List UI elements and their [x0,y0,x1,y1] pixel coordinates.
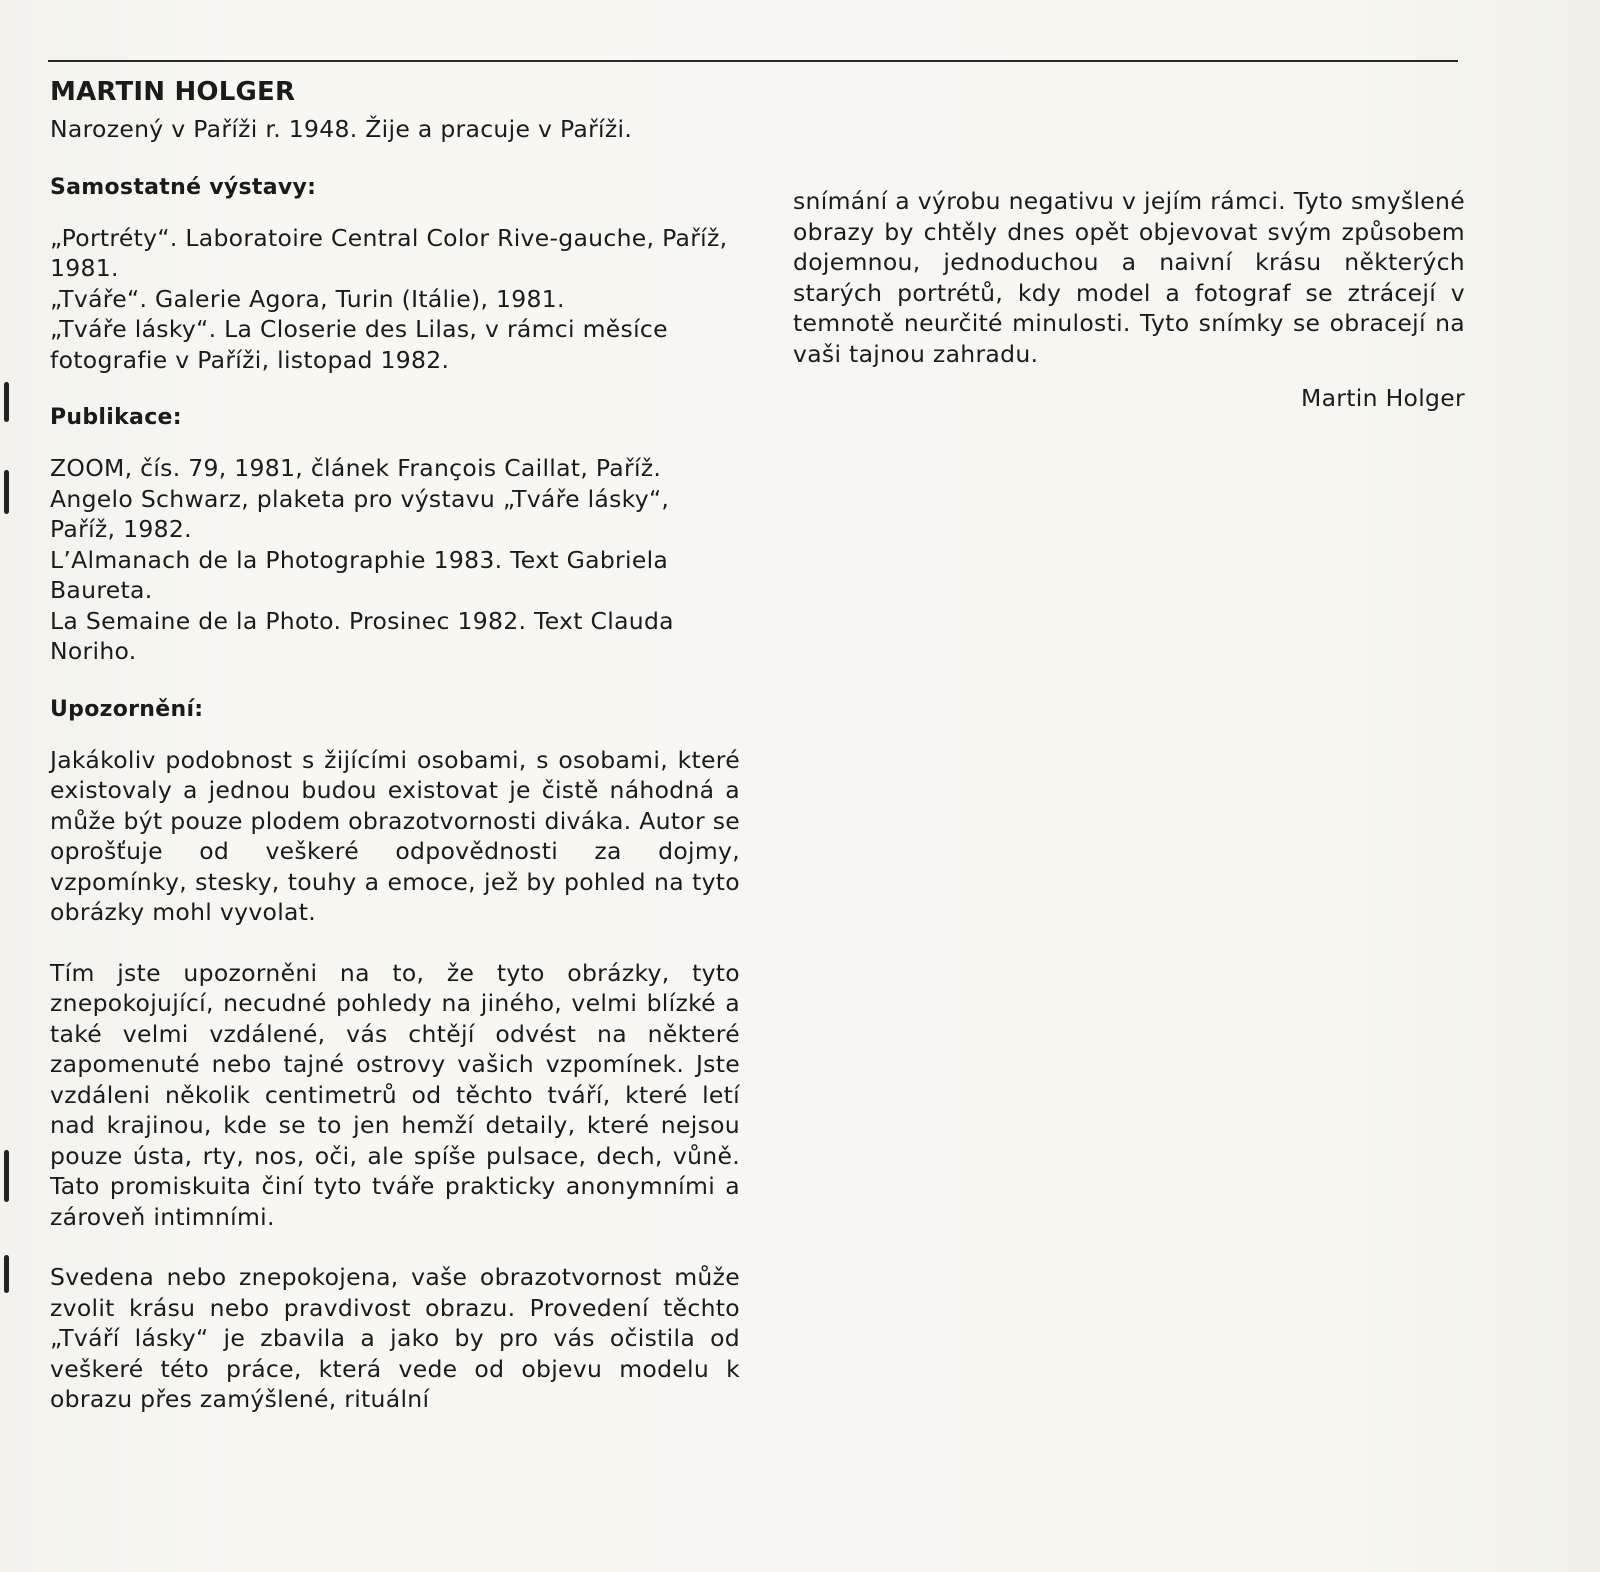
publications-heading: Publikace: [50,405,182,430]
continuation-paragraph: snímání a výrobu negativu v jejím rámci. Tyto smyšlené obrazy by chtěly dnes opět objevovat svým způsobem dojemnou, jednoduchou a naivní krásu některých starých portrétů, kdy model a fotograf se ztrácejí v temnotě neurčité minulosti. Tyto snímky se obracejí na vaši tajnou zahradu. [793,187,1465,368]
exhibition-entry: „Tváře lásky“. La Closerie des Lilas, v rámci měsíce fotografie v Paříži, listopad 1982. [50,315,668,374]
notice-paragraph: Jakákoliv podobnost s žijícími osobami, s osobami, které existovaly a jednou budou existovat je čistě náhodná a může být pouze plodem obrazotvornosti diváka. Autor se oprošťuje od veškeré odpovědnosti za dojmy, vzpomínky, stesky, touhy a emoce, jež by pohled na tyto obrázky mohl vyvolat. [50,745,740,926]
notice-paragraph: Svedena nebo znepokojena, vaše obrazotvornost může zvolit krásu nebo pravdivost obrazu. Provedení těchto „Tváří lásky“ je zbavila a jako by pro vás očistila od veškeré této práce, která vede od objevu modelu k obrazu přes zamýšlené, rituální [50,1263,740,1413]
exhibitions-section [50,173,740,376]
publication-entry: La Semaine de la Photo. Prosinec 1982. Text Clauda Noriho. [50,606,674,665]
publication-entry: ZOOM, čís. 79, 1981, článek François Caillat, Paříž. [50,454,662,482]
binding-mark [4,1255,9,1293]
binding-mark [4,382,9,422]
notice-section [50,695,740,1415]
notice-heading: Upozornění: [50,696,204,722]
notice-paragraph: Tím jste upozorněni na to, že tyto obrázky, tyto znepokojující, necudné pohledy na jiného, velmi blízké a také velmi vzdálené, vás chtějí odvést na některé zapomenuté nebo tajné ostrovy vašich vzpomínek. Jste vzdáleni několik centimetrů od těchto tváří, které letí nad krajinou, kde se to jen hemží detaily, které nejsou pouze ústa, rty, nos, oči, ale spíše pulsace, dech, vůně. Tato promiskuita činí tyto tváře prakticky anonymními a zároveň intimními. [50,958,740,1231]
publications-section [50,403,740,667]
left-column [50,76,740,1445]
top-rule [48,60,1458,62]
exhibition-entry: „Tváře“. Galerie Agora, Turin (Itálie), 1981. [50,284,565,313]
author-name: MARTIN HOLGER [50,77,296,107]
publication-entry: Angelo Schwarz, plaketa pro výstavu „Tváře lásky“, Paříž, 1982. [50,484,670,543]
right-column [793,186,1465,414]
publication-entry: L’Almanach de la Photographie 1983. Text Gabriela Baureta. [50,545,669,604]
exhibition-entry: „Portréty“. Laboratoire Central Color Rive-gauche, Paříž, 1981. [50,223,728,282]
author-intro: Narozený v Paříži r. 1948. Žije a pracuje v Paříži. [50,115,633,143]
author-signature: Martin Holger [1301,384,1465,412]
binding-mark [4,1150,9,1202]
exhibitions-heading: Samostatné výstavy: [50,174,317,200]
binding-mark [4,470,9,514]
